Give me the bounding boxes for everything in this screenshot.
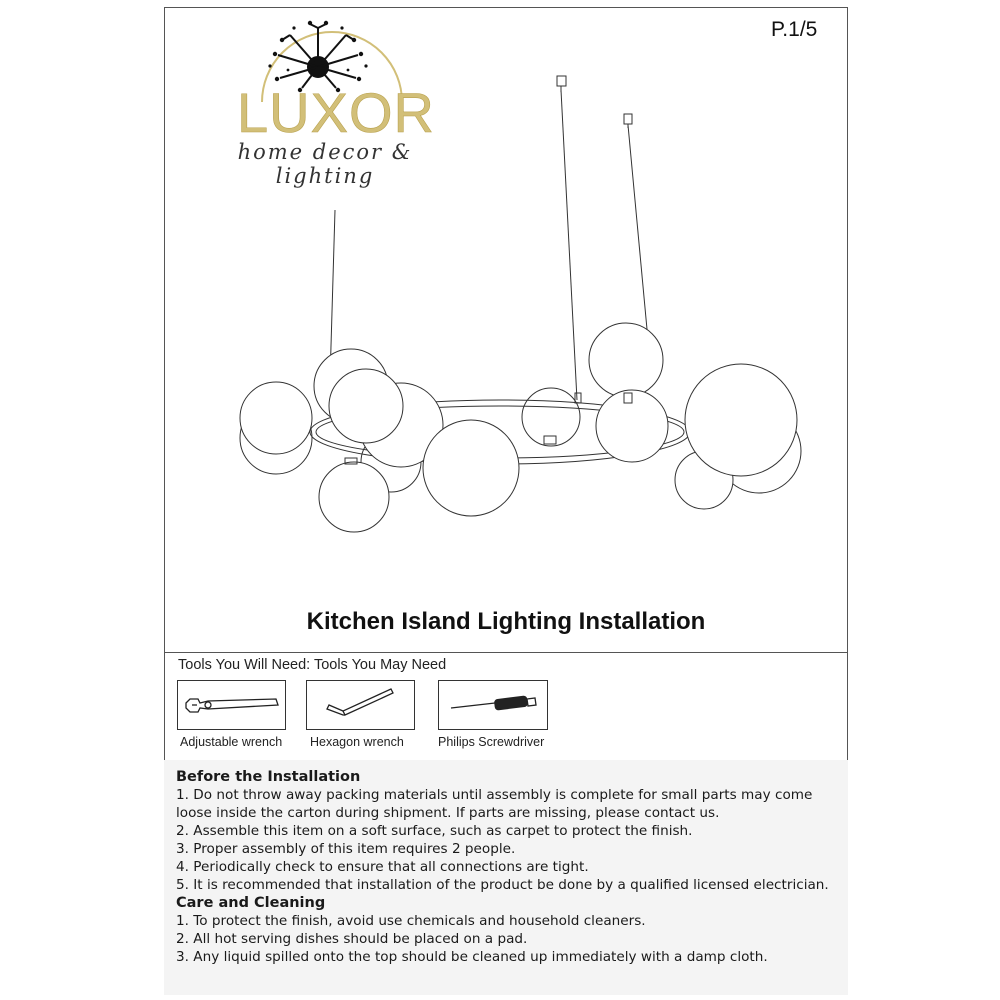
tool-label: Philips Screwdriver (438, 735, 545, 749)
tool-card-hexagon-wrench (306, 680, 415, 730)
instruction-item: 1. Do not throw away packing materials until assembly is complete for small parts may come loose inside the carton during shipment. If parts are missing, please contact us. (176, 787, 813, 821)
screwdriver-icon (439, 681, 547, 729)
divider-top (164, 652, 848, 653)
instruction-item: 5. It is recommended that installation of the product be done by a qualified licensed electrician. (176, 876, 829, 893)
instruction-item: 4. Periodically check to ensure that all connections are tight. (176, 858, 589, 875)
instruction-item: 2. All hot serving dishes should be placed on a pad. (176, 931, 528, 948)
care-cleaning-heading: Care and Cleaning (176, 895, 326, 912)
tools-heading: Tools You Will Need: Tools You May Need (178, 657, 447, 673)
wrench-icon (178, 681, 285, 729)
instruction-item: 3. Proper assembly of this item requires 2 people. (176, 840, 516, 857)
tool-card-philips-screwdriver (438, 680, 548, 730)
page-title: Kitchen Island Lighting Installation (306, 608, 706, 635)
instruction-item: 3. Any liquid spilled onto the top should be cleaned up immediately with a damp cloth. (176, 949, 768, 966)
instructions-text (176, 768, 844, 967)
tool-label: Hexagon wrench (310, 735, 404, 749)
brand-tagline: home decor & lighting (237, 140, 413, 188)
globe-chandelier-drawing (230, 70, 820, 550)
before-installation-heading: Before the Installation (176, 769, 361, 785)
brand-name: LUXOR (237, 81, 435, 144)
instruction-item: 2. Assemble this item on a soft surface, such as carpet to protect the finish. (176, 822, 693, 839)
hex-key-icon (307, 681, 414, 729)
tool-card-adjustable-wrench (177, 680, 286, 730)
instruction-item: 1. To protect the finish, avoid use chemicals and household cleaners. (176, 913, 646, 930)
page-number: P.1/5 (771, 18, 818, 41)
tool-label: Adjustable wrench (180, 735, 283, 749)
